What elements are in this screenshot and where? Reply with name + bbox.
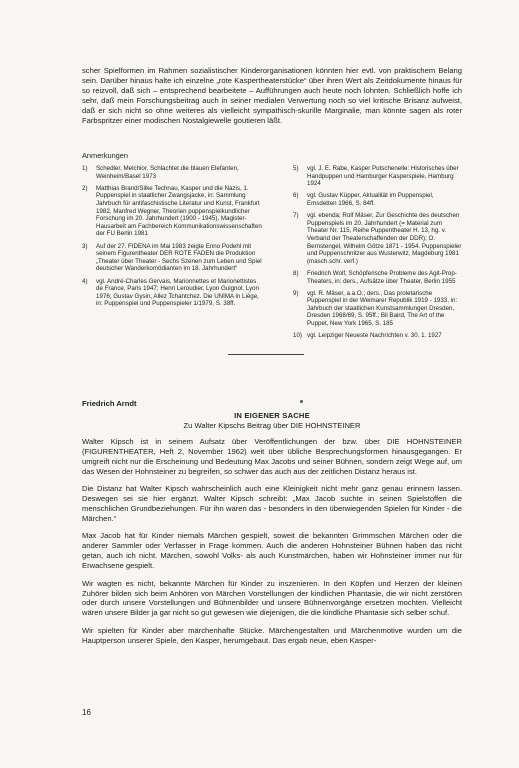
footnote-number: 9) [293,289,299,297]
body-paragraph: Wir spielten für Kinder aber märchenhafte Stücke. Märchengestalten und Märchenmotive wurden um die Hauptperson unserer Spiele, den Kasper, herumgebaut. Das ergab neue, eben Kasper- [82,625,462,645]
footnote-text: vgl. ebenda; Rolf Mäser, Zur Geschichte des deutschen Puppenspiels im 20. Jahrhundert (= Material zum Theater Nr. 115, Reihe Puppentheater H. 13, hg. v. Verband der Theaterschaffenden der DDR); O. Bernstengel, Wilhelm Götze 1871 - 1954. Puppenspieler und Puppenschnitzer aus Wusterwitz, Magdeburg 1981 (masch.schr. verf.) [307,212,462,265]
footnote-number: 3) [82,242,88,250]
footnote [293,212,463,265]
footnote [293,192,463,207]
article-title: IN EIGENER SACHE [234,411,310,420]
notes-heading: Anmerkungen [82,151,129,160]
footnote-number: 2) [82,184,88,192]
body-paragraph: Die Distanz hat Walter Kipsch wahrscheinlich auch eine Kleinigkeit nicht mehr ganz genau erinnern lassen. Deswegen sei sie hier ergänzt. Walter Kipsch schreibt: „Max Jacob suchte in seinen Spielstoffen die menschlichen Grundbeziehungen. Für ihn waren das - besonders in den überwiegenden Spielen für Kinder - die Märchen.“ [82,484,462,523]
footnote-text: Schedler, Melchior, Schlachtet die blauen Elefanten, Weinheim/Basel 1973 [96,165,239,180]
article-author: Friedrich Arndt [82,399,137,408]
body-paragraph: Wir wagten es nicht, bekannte Märchen für Kinder zu inszenieren. In den Köpfen und Herzen der kleinen Zuhörer bilden sich beim Anhören von Märchen Vorstellungen der kindlichen Phantasie, die wir nicht zerstören oder durch unsere Vorstellungen und Bühnenbilder und unsere Bühnenvorgänge ersetzen mochten. Vielleicht wären unsere Bilder ja gar nicht so gut gewesen wie diejenigen, die die kindliche Phantasie sich selber schuf. [82,578,462,618]
intro-paragraph: scher Spielformen im Rahmen sozialistischer Kinderorganisationen könnten hier evtl. von praktischem Belang sein. Darüber hinaus halte ich einzelne „rote Kaspertheaterstücke“ über ihren Wert als Zeitdokumente hinaus für so reizvoll, daß sich – entsprechend bearbeitete – Aufführungen auch heute noch lohnten. Schließlich hoffe ich sehr, daß mein Forschungsbeitrag auch in seiner medialen Verwertung noch so viel kritische Brisanz aufweist, daß er sich nicht so ohne weiteres als vielleicht sympathisch-skurille Marginalie, man könnte sagen als roter Farbspritzer einer modischen Nostalgiewelle goutieren läßt. [82,66,462,125]
article-subtitle: Zu Walter Kipschs Beitrag über DIE HOHNSTEINER [183,421,361,430]
footnote-number: 8) [293,269,299,277]
footnote-text: Matthias Brand/Silke Technau, Kasper und die Nazis, 1. Puppenspiel in staatlicher Zwangsjacke, in: Sammlung Jahrbuch für antifaschistische Literatur und Kunst, Frankfurt 1982. Manfred Wegner, Theorien puppenspielkundlicher Forschung im 20. Jahrhundert (1900 - 1945), Magister-Hausarbeit am Fachbereich Kommunikationswissenschaften der FU Berlin 1981 [96,184,262,238]
body-paragraph: Max Jacob hat für Kinder niemals Märchen gespielt, soweit die bekannten Grimmschen Märchen oder die anderer Sammler oder Verfasser in Frage kommen. Auch die anderen Hohnsteiner Bühnen haben das nicht getan, auch ich nicht. Märchen, sowohl Volks- als auch Kunstmärchen, haben wir Hohnsteiner immer nur für Erwachsene gespielt. [82,531,462,571]
footnote [82,278,262,308]
footnote-text: vgl. R. Mäser, a.a.O.; ders., Das proletarische Puppenspiel in der Weimarer Republik 1919 - 1933, in: Jahrbuch der staatlichen Kunstsammlungen Dresden, Dresden 1968/69, S. 95ff.; Bil Baird, The Art of the Puppet, New York 1965, S. 185 [307,289,458,328]
footnote-text: Auf der 27. FIDENA im Mai 1983 zeigte Enno Podehl mit seinem Figurentheater DER ROTE FADEN die Produktion „Theater über Theater - Sechs Szenen zum Leben und Spiel deutscher Wanderkomödianten im 18. Jahrhundert“ [96,242,262,273]
footnote [293,270,463,285]
notes-right-column [293,165,463,344]
page-number: 16 [82,708,91,717]
section-divider [228,354,304,355]
body-paragraph: Walter Kipsch ist in seinem Aufsatz über Veröffentlichungen der bzw. über DIE HOHNSTEINER (FIGURENTHEATER, Heft 2, November 1962) weit über übliche Besprechungsformen hinausgegangen. Er umgreift nicht nur die Erscheinung und Bedeutung Max Jacobs und seiner Bühnen, sondern zeigt Wege auf, um das Wesen der Hohnsteiner zu begreifen, so schwer das auch aus der zeitlichen Distanz heraus ist. [82,437,462,476]
footnote [82,185,262,238]
footnote-text: vgl. Gustav Küpper, Aktualität im Puppenspiel, Emsdetten 1966, S. 84ff. [307,192,434,207]
footnote [293,332,463,340]
footnote-number: 1) [82,165,88,172]
article-body [82,437,462,653]
footnote-text: vgl. André-Charles Gervais, Marionnettes et Marionettistes de France, Paris 1947; Henri Leroudier, Lyon Guignol, Lyon 1976; Gustav Gysin, Allez Tchantchez. Die UNIMA in Liège, in: Puppenspiel und Puppenspieler 1/1979, S. 38ff. [96,277,259,308]
footnote-text: vgl. Leipziger Neueste Nachrichten v. 30. 1. 1927 [307,332,442,340]
footnote-number: 4) [82,277,88,285]
footnote [82,165,262,180]
footnote [82,243,262,273]
print-speck [300,400,303,403]
footnote-text: vgl. J. E. Rabe, Kasper Putschenelle: Historisches über Handpuppen und Hamburger Kasperspiele, Hamburg 1924 [307,165,459,188]
footnote-number: 5) [293,165,299,172]
footnote [293,290,463,328]
footnote-number: 6) [293,192,299,200]
footnote [293,165,463,188]
footnote-text: Friedrich Wolf, Schöpferische Probleme des Agit-Prop-Theaters, in: ders., Aufsätze über Theater, Berlin 1955 [307,269,457,285]
footnote-number: 10) [293,332,302,340]
footnote-number: 7) [293,212,299,220]
notes-left-column [82,165,262,312]
